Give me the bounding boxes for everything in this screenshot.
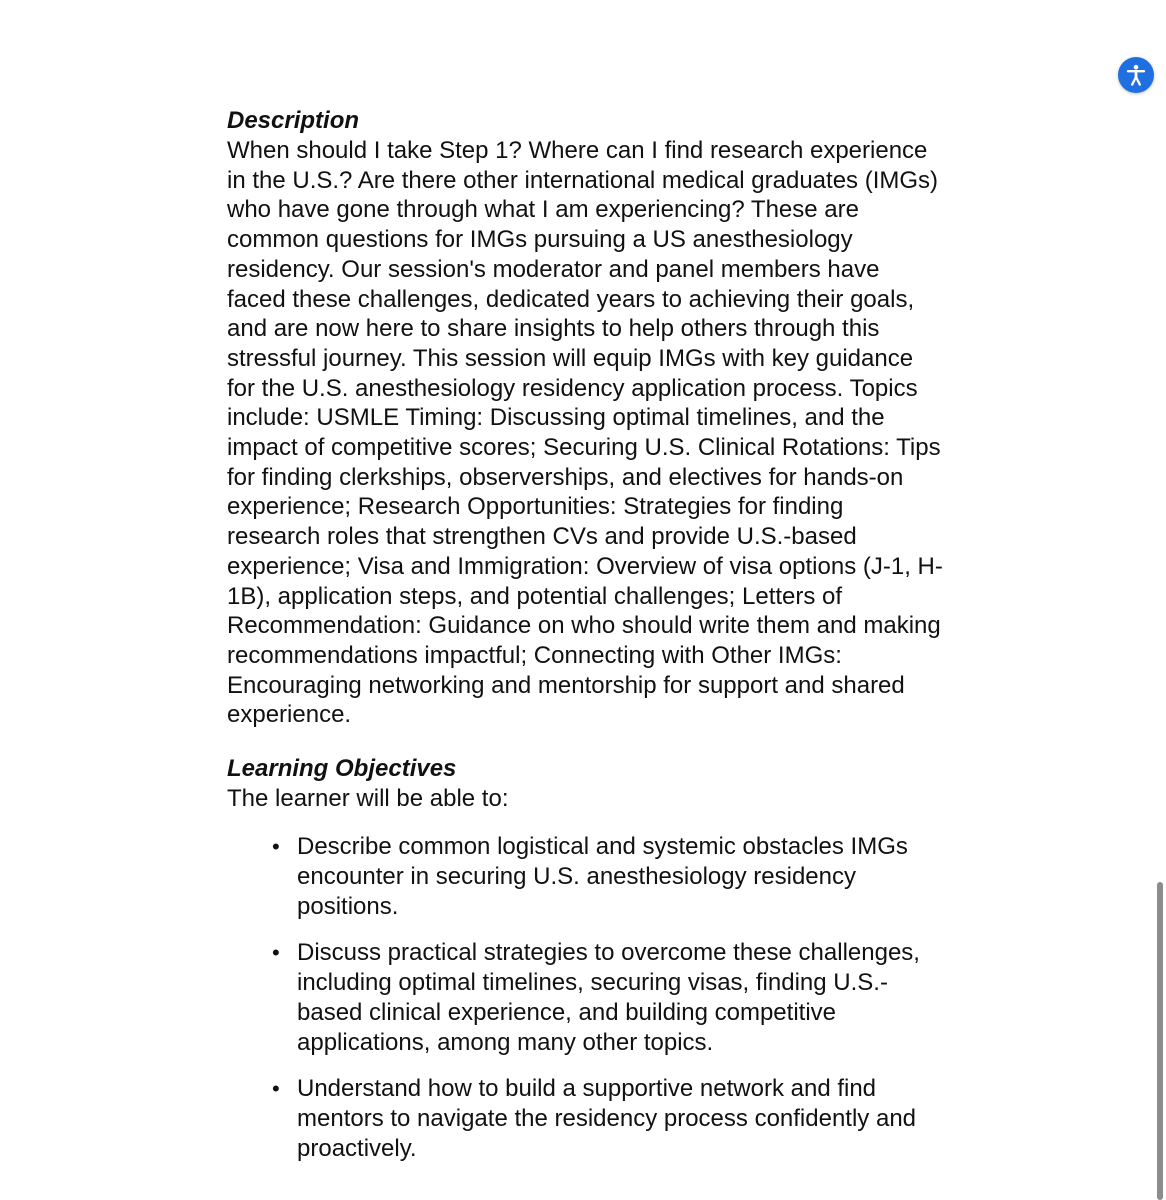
bullet-icon: •: [272, 939, 280, 965]
description-body: When should I take Step 1? Where can I find research experience in the U.S.? Are there other international medical graduates (IMGs) who have gone through what I am experiencing? These are common questions for IMGs pursuing a US anesthesiology residency. Our session's moderator and panel members have faced these challenges, dedicated years to achieving their goals, and are now here to share insights to help others through this stressful journey. This session will equip IMGs with key guidance for the U.S. anesthesiology residency application process. Topics include: USMLE Timing: Discussing optimal timelines, and the impact of competitive scores; Securing U.S. Clinical Rotations: Tips for finding clerkships, observerships, and electives for hands-on experience; Research Opportunities: Strategies for finding research roles that strengthen CVs and provide U.S.-based experience; Visa and Immigration: Overview of visa options (J-1, H-1B), application steps, and potential challenges; Letters of Recommendation: Guidance on who should write them and making recommendations impactful; Connecting with Other IMGs: Encouraging networking and mentorship for support and shared experience.: [227, 137, 943, 729]
learning-objectives-list: [227, 832, 943, 1164]
accessibility-icon: [1124, 63, 1148, 87]
bullet-icon: •: [272, 1075, 280, 1101]
bullet-icon: •: [272, 833, 280, 859]
list-item-text: Discuss practical strategies to overcome these challenges, including optimal timelines, securing visas, finding U.S.-based clinical experience, and building competitive applications, among many other topics.: [297, 938, 920, 1056]
description-heading: Description: [227, 107, 360, 134]
session-details: [227, 106, 943, 1180]
list-item: [272, 832, 943, 922]
accessibility-button[interactable]: [1118, 57, 1154, 93]
list-item: [272, 1074, 943, 1164]
scrollbar-thumb[interactable]: [1157, 882, 1163, 1200]
list-item-text: Describe common logistical and systemic obstacles IMGs encounter in securing U.S. anesthesiology residency positions.: [297, 832, 908, 920]
list-item: [272, 938, 943, 1058]
learning-objectives-heading: Learning Objectives: [227, 755, 457, 783]
learning-objectives-intro: The learner will be able to:: [227, 785, 509, 813]
list-item-text: Understand how to build a supportive network and find mentors to navigate the residency process confidently and proactively.: [297, 1074, 917, 1162]
vertical-scrollbar[interactable]: [1154, 0, 1166, 1200]
